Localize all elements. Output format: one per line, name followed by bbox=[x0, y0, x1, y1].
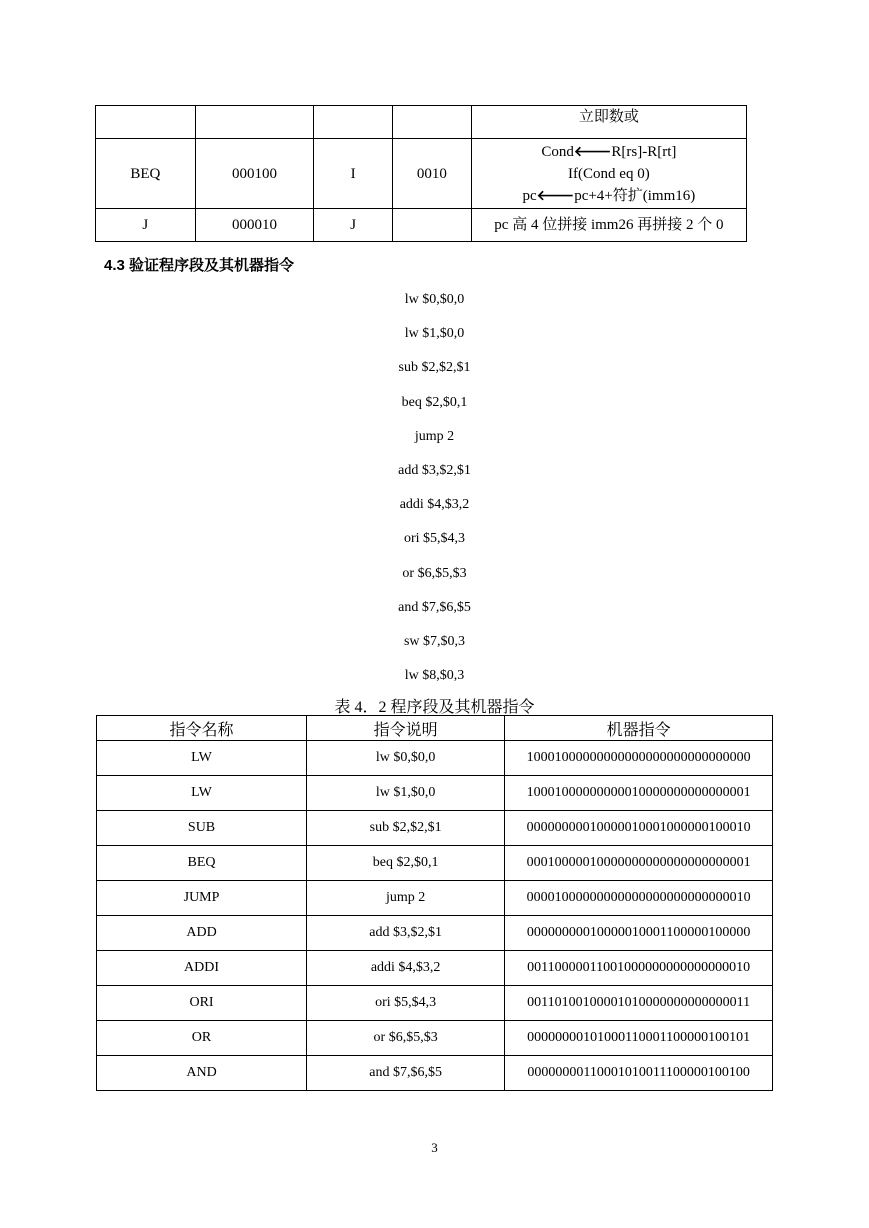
table-cell: ADDI bbox=[97, 951, 307, 986]
column-header: 指令说明 bbox=[307, 716, 505, 741]
table-cell: LW bbox=[97, 741, 307, 776]
table-cell: 00000000101000110001100000100101 bbox=[505, 1021, 773, 1056]
table-cell: 00000000010000010001100000100000 bbox=[505, 916, 773, 951]
table-cell: AND bbox=[97, 1056, 307, 1091]
table-header-row bbox=[97, 716, 773, 741]
table-row bbox=[97, 951, 773, 986]
table-cell: 00000000110001010011100000100100 bbox=[505, 1056, 773, 1091]
table-cell: 00110100100001010000000000000011 bbox=[505, 986, 773, 1021]
table-cell: 00010000010000000000000000000001 bbox=[505, 846, 773, 881]
table-cell: jump 2 bbox=[307, 881, 505, 916]
table-cell: J bbox=[314, 209, 393, 242]
machine-instruction-table bbox=[96, 715, 773, 1091]
table-cell: 0010 bbox=[392, 139, 471, 209]
table-row bbox=[96, 209, 747, 242]
instruction-format-table bbox=[95, 105, 747, 242]
table-cell: JUMP bbox=[97, 881, 307, 916]
table-cell: addi $4,$3,2 bbox=[307, 951, 505, 986]
column-header: 指令名称 bbox=[97, 716, 307, 741]
table-cell: beq $2,$0,1 bbox=[307, 846, 505, 881]
table-cell: OR bbox=[97, 1021, 307, 1056]
desc-line: pc🡐pc+4+符扩(imm16) bbox=[522, 187, 696, 204]
table-row bbox=[97, 776, 773, 811]
table-row bbox=[97, 846, 773, 881]
table-row bbox=[97, 986, 773, 1021]
table-cell: LW bbox=[97, 776, 307, 811]
desc-line: pc 高 4 位拼接 imm26 再拼接 2 个 0 bbox=[494, 217, 724, 233]
desc-line: If(Cond eq 0) bbox=[568, 165, 650, 182]
table-row bbox=[97, 811, 773, 846]
code-line: sub $2,$2,$1 bbox=[398, 360, 471, 376]
table-cell: 00000000010000010001000000100010 bbox=[505, 811, 773, 846]
section-heading: 4.3 验证程序段及其机器指令 bbox=[104, 257, 295, 274]
table-cell: or $6,$5,$3 bbox=[307, 1021, 505, 1056]
code-line: lw $0,$0,0 bbox=[404, 292, 465, 307]
table-cell bbox=[96, 106, 196, 139]
table-cell: SUB bbox=[97, 811, 307, 846]
table-cell: 00110000011001000000000000000010 bbox=[505, 951, 773, 986]
table-cell: sub $2,$2,$1 bbox=[307, 811, 505, 846]
table-row bbox=[97, 1021, 773, 1056]
table-cell bbox=[314, 106, 393, 139]
table-cell: 10001000000000000000000000000000 bbox=[505, 741, 773, 776]
table-cell: 10001000000000010000000000000001 bbox=[505, 776, 773, 811]
table-cell: lw $1,$0,0 bbox=[307, 776, 505, 811]
table-cell: BEQ bbox=[96, 139, 196, 209]
table-cell bbox=[471, 139, 746, 209]
table-cell bbox=[392, 209, 471, 242]
code-line: lw $8,$0,3 bbox=[404, 668, 465, 684]
table-row bbox=[97, 916, 773, 951]
table-cell: ADD bbox=[97, 916, 307, 951]
table-cell: add $3,$2,$1 bbox=[307, 916, 505, 951]
code-line: and $7,$6,$5 bbox=[398, 599, 471, 615]
code-line: addi $4,$3,2 bbox=[399, 497, 470, 513]
table-cell bbox=[392, 106, 471, 139]
table-cell bbox=[471, 106, 746, 139]
table-row bbox=[97, 881, 773, 916]
table-cell: 00001000000000000000000000000010 bbox=[505, 881, 773, 916]
code-line: ori $5,$4,3 bbox=[403, 531, 466, 547]
arrow-left-icon: 🡐 bbox=[573, 143, 612, 160]
desc-line: Cond🡐R[rs]-R[rt] bbox=[541, 143, 677, 160]
table-cell: I bbox=[314, 139, 393, 209]
table-cell: J bbox=[96, 209, 196, 242]
code-line: lw $1,$0,0 bbox=[404, 326, 465, 342]
code-line: sw $7,$0,3 bbox=[403, 633, 466, 649]
code-line: or $6,$5,$3 bbox=[402, 565, 467, 581]
table-row bbox=[97, 1056, 773, 1091]
table-cell: BEQ bbox=[97, 846, 307, 881]
column-header: 机器指令 bbox=[505, 716, 773, 741]
table-cell: ORI bbox=[97, 986, 307, 1021]
page-number: 3 bbox=[431, 1140, 438, 1155]
arrow-left-icon: 🡐 bbox=[536, 187, 575, 204]
code-line: jump 2 bbox=[414, 428, 455, 444]
table-cell: and $7,$6,$5 bbox=[307, 1056, 505, 1091]
table-cell: lw $0,$0,0 bbox=[307, 741, 505, 776]
table-cell: ori $5,$4,3 bbox=[307, 986, 505, 1021]
table-caption: 表 4．2 程序段及其机器指令 bbox=[334, 699, 535, 716]
table-cell bbox=[471, 209, 746, 242]
table-row bbox=[96, 106, 747, 139]
code-listing bbox=[0, 290, 869, 700]
table-row bbox=[96, 139, 747, 209]
desc-line: 立即数或 bbox=[578, 109, 639, 125]
code-line: beq $2,$0,1 bbox=[401, 394, 468, 410]
table-row bbox=[97, 741, 773, 776]
table-cell: 000100 bbox=[195, 139, 314, 209]
table-cell bbox=[195, 106, 314, 139]
code-line: add $3,$2,$1 bbox=[398, 462, 471, 478]
table-cell: 000010 bbox=[195, 209, 314, 242]
